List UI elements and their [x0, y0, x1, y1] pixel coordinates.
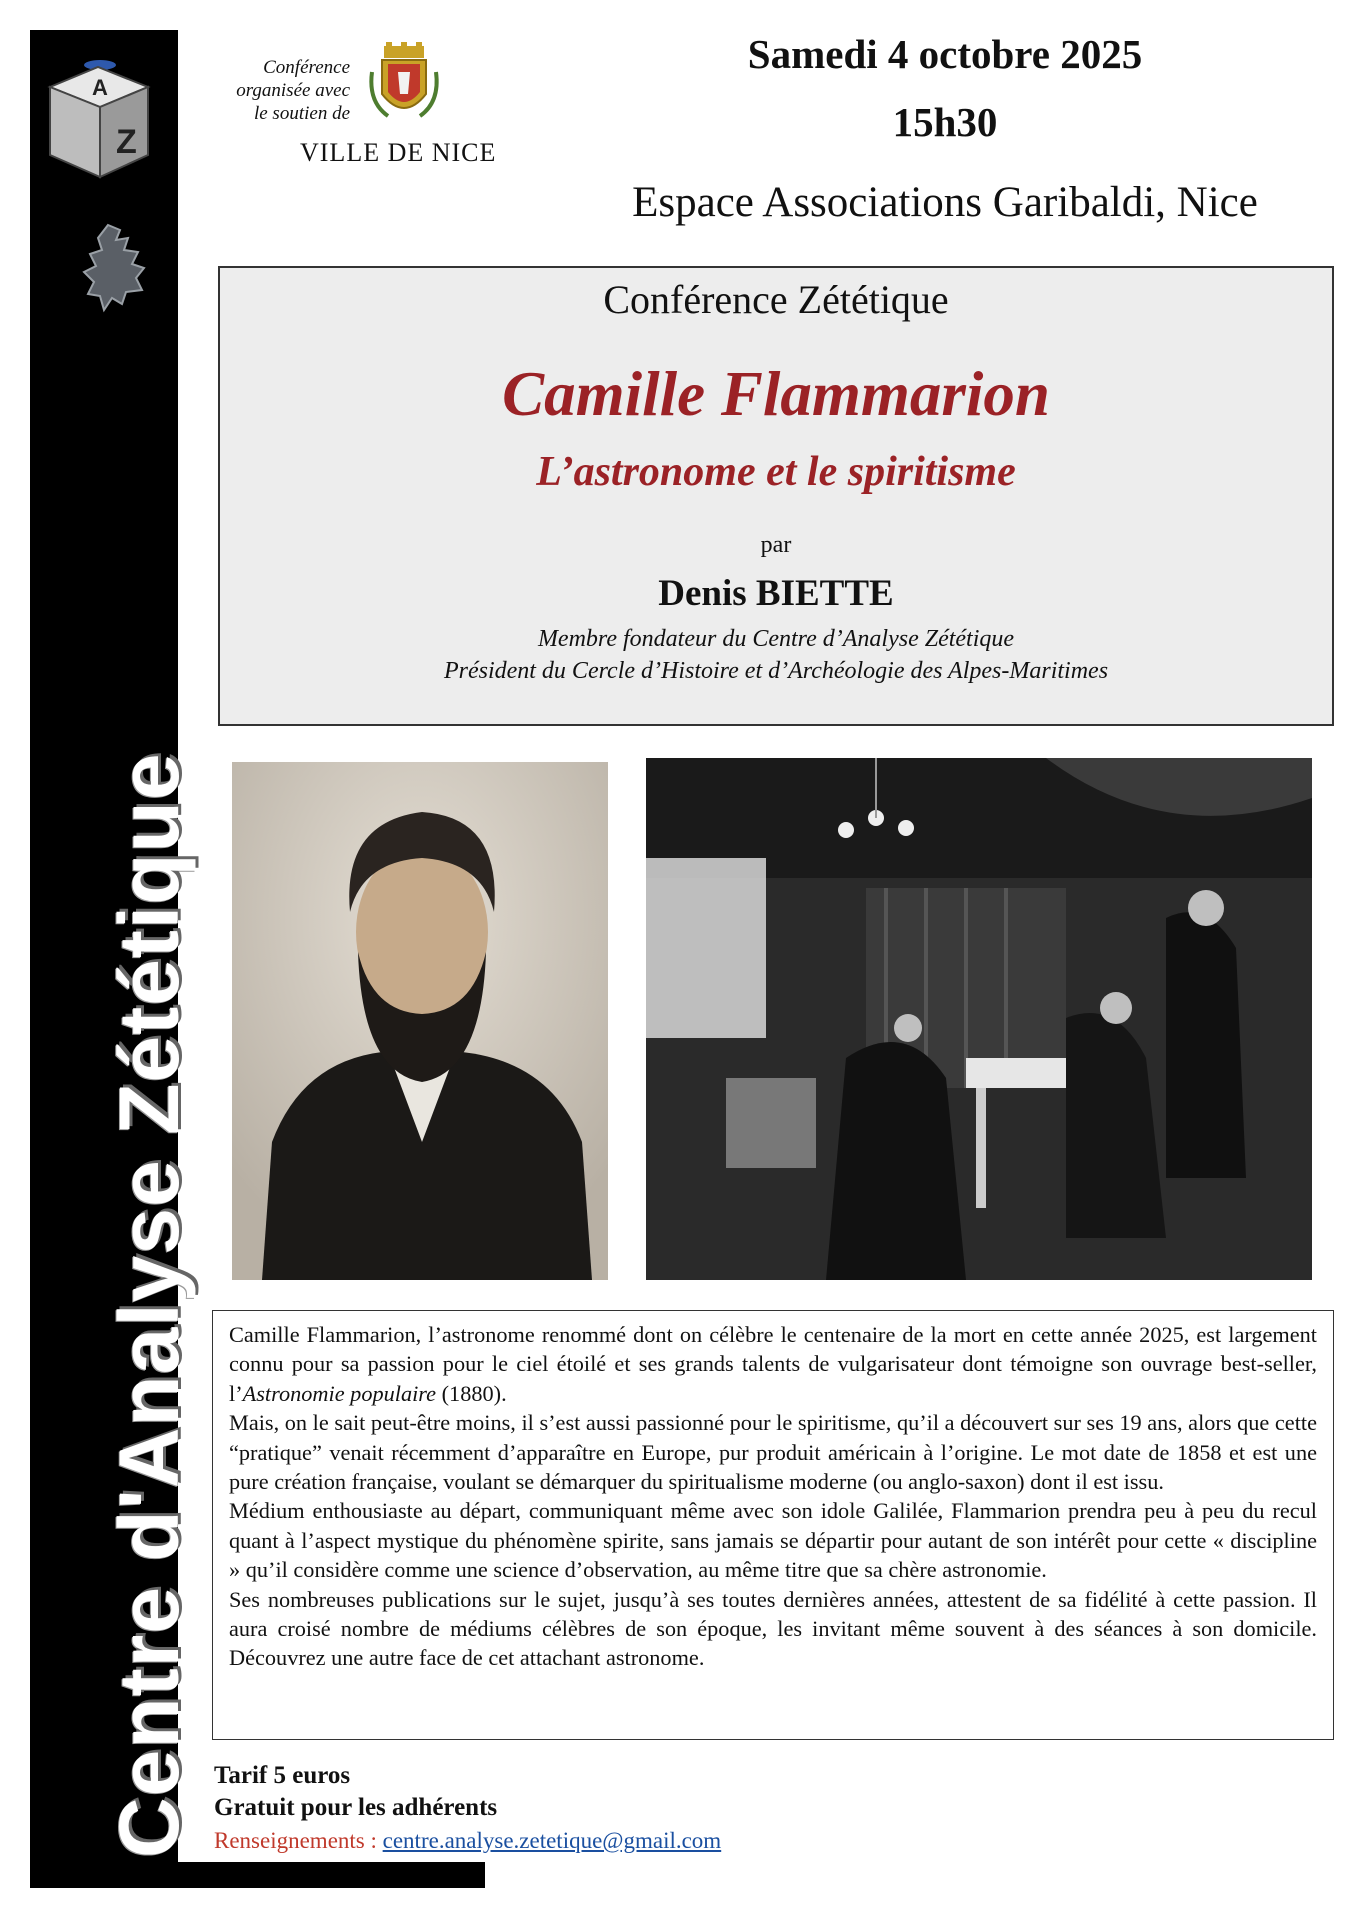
sponsor-note: [200, 56, 350, 125]
az-cube-logo: [40, 55, 158, 185]
event-venue: Espace Associations Garibaldi, Nice: [632, 179, 1258, 226]
members-free-label: Gratuit pour les adhérents: [214, 1794, 498, 1821]
sponsor-line-1: Conférence: [263, 57, 350, 78]
by-label: par: [760, 532, 792, 558]
speaker-name: Denis BIETTE: [658, 573, 894, 614]
conference-kicker: Conférence Zététique: [603, 277, 949, 322]
price-label: Tarif 5 euros: [214, 1762, 351, 1789]
description-paragraph-2: Mais, on le sait peut-être moins, il s’est aussi passionné pour le spiritisme, qu’il a découvert sur ses 19 ans, alors que cette “pratique” venait récemment d’apparaître en Europe, pur produit américain à l’origine. Le mot date de 1858 et est une pure création française, voulant se démarquer du spiritualisme moderne (ou anglo-saxon) dont il est issu.: [229, 1410, 1317, 1495]
city-name: VILLE DE NICE: [300, 138, 497, 167]
description-paragraph-4: Ses nombreuses publications sur le sujet, jusqu’à ses toutes dernières années, attestent de sa fidélité à cette passion. Il aura croisé nombre de médiums célèbres de son époque, les invitant même souvent à des séances à son domicile. Découvrez une autre face de cet attachant astronome.: [229, 1586, 1317, 1671]
speaker-role-1: Membre fondateur du Centre d’Analyse Zététique: [537, 626, 1015, 652]
contact-label: Renseignements :: [214, 1828, 377, 1853]
event-time: 15h30: [892, 99, 998, 145]
sponsor-line-3: le soutien de: [253, 103, 350, 124]
cube-letter-a: A: [92, 75, 108, 100]
sponsor-line-2: organisée avec: [236, 80, 350, 101]
description-p1-end: (1880).: [436, 1380, 507, 1406]
description-paragraph-1: [229, 1320, 1317, 1408]
event-date: Samedi 4 octobre 2025: [747, 31, 1143, 77]
brain-icon: [78, 220, 158, 320]
description-box: [212, 1310, 1334, 1740]
title-box: [218, 266, 1334, 726]
portrait-photo: [232, 762, 608, 1280]
description-paragraph-3: Médium enthousiaste au départ, communiquant même avec son idole Galilée, Flammarion prendra peu à peu du recul quant à l’aspect mystique du phénomène spirite, sans jamais se départir pour autant de son intérêt pour cette « discipline » qu’il considère comme une science d’observation, au même titre que sa chère astronomie.: [229, 1498, 1317, 1583]
nice-crest-icon: [364, 42, 444, 130]
cube-letter-z: Z: [116, 123, 137, 161]
vertical-title: Centre d'Analyse Zététique: [102, 752, 196, 1858]
seance-photo: [646, 758, 1312, 1280]
contact-email-link[interactable]: centre.analyse.zetetique@gmail.com: [382, 1828, 722, 1853]
speaker-role-2: Président du Cercle d’Histoire et d’Archéologie des Alpes-Maritimes: [443, 658, 1109, 684]
description-p1-text: Camille Flammarion, l’astronome renommé dont on célèbre le centenaire de la mort en cette année 2025, est largement connu pour sa passion pour le ciel étoilé et ses grands talents de vulgarisateur dont témoigne son ouvrage best-seller, l’: [229, 1322, 1317, 1406]
contact-line: [214, 1828, 721, 1854]
book-title: Astronomie populaire: [242, 1380, 437, 1406]
conference-title: Camille Flammarion: [502, 359, 1050, 429]
conference-subtitle: L’astronome et le spiritisme: [536, 449, 1016, 495]
bottom-bar: [30, 1862, 485, 1888]
